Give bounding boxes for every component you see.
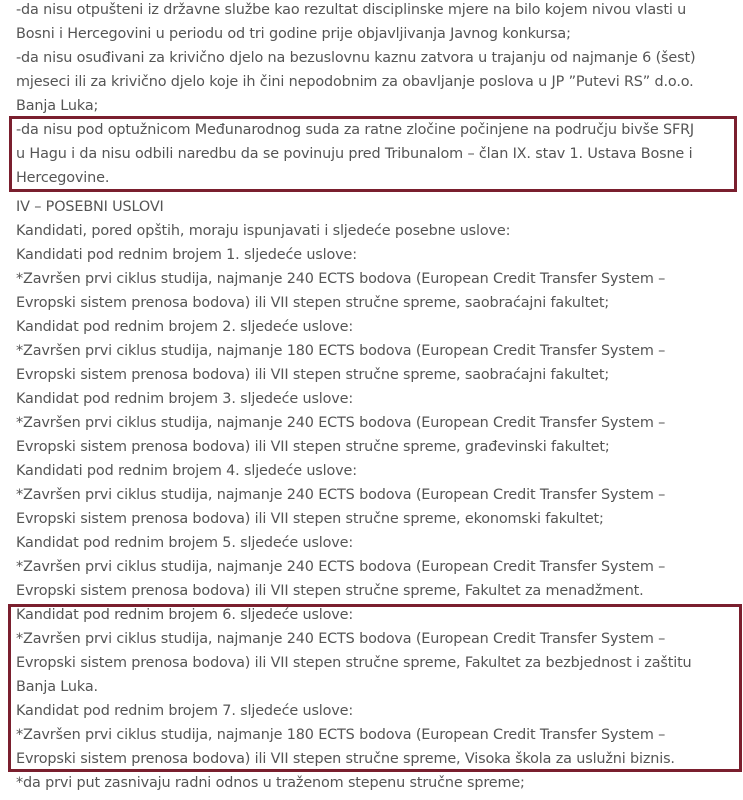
text-line: -da nisu osuđivani za krivično djelo na bezuslovnu kaznu zatvora u trajanju od najmanje 6 (šest) [16, 50, 696, 66]
text-line: -da nisu otpušteni iz državne službe kao rezultat disciplinske mjere na bilo kojem nivou vlasti u [16, 2, 687, 18]
text-line: Evropski sistem prenosa bodova) ili VII stepen stručne spreme, Fakultet za menadžment. [16, 583, 644, 599]
text-line: *Završen prvi ciklus studija, najmanje 240 ECTS bodova (European Credit Transfer System – [16, 487, 666, 503]
text-line: -da nisu pod optužnicom Međunarodnog suda za ratne zločine počinjene na području bivše SFRJ [16, 122, 695, 138]
text-line: u Hagu i da nisu odbili naredbu da se povinuju pred Tribunalom – član IX. stav 1. Ustava Bosne i [16, 146, 693, 162]
text-line: Evropski sistem prenosa bodova) ili VII stepen stručne spreme, saobraćajni fakultet; [16, 367, 610, 383]
text-line: Kandidat pod rednim brojem 5. sljedeće uslove: [16, 535, 354, 551]
text-line: *Završen prvi ciklus studija, najmanje 180 ECTS bodova (European Credit Transfer System – [16, 727, 666, 743]
text-line: *Završen prvi ciklus studija, najmanje 240 ECTS bodova (European Credit Transfer System – [16, 631, 666, 647]
text-line: Evropski sistem prenosa bodova) ili VII stepen stručne spreme, ekonomski fakultet; [16, 511, 604, 527]
text-line: Evropski sistem prenosa bodova) ili VII stepen stručne spreme, Visoka škola za uslužni biznis. [16, 751, 675, 767]
text-line: Evropski sistem prenosa bodova) ili VII stepen stručne spreme, saobraćajni fakultet; [16, 295, 610, 311]
text-line: Bosni i Hercegovini u periodu od tri godine prije objavljivanja Javnog konkursa; [16, 26, 571, 42]
text-line: Hercegovine. [16, 170, 110, 186]
text-line: *da prvi put zasnivaju radni odnos u traženom stepenu stručne spreme; [16, 775, 525, 791]
text-line: Evropski sistem prenosa bodova) ili VII stepen stručne spreme, građevinski fakultet; [16, 439, 610, 455]
text-line: Kandidat pod rednim brojem 3. sljedeće uslove: [16, 391, 354, 407]
text-line: *Završen prvi ciklus studija, najmanje 180 ECTS bodova (European Credit Transfer System – [16, 343, 666, 359]
text-line: *Završen prvi ciklus studija, najmanje 240 ECTS bodova (European Credit Transfer System – [16, 271, 666, 287]
text-line: Banja Luka. [16, 679, 98, 695]
text-line: Kandidat pod rednim brojem 7. sljedeće uslove: [16, 703, 354, 719]
text-line: mjeseci ili za krivično djelo koje ih čini nepodobnim za obavljanje poslova u JP ”Putevi RS” d.o.o. [16, 74, 694, 90]
text-line: *Završen prvi ciklus studija, najmanje 240 ECTS bodova (European Credit Transfer System – [16, 415, 666, 431]
text-line: Kandidati, pored opštih, moraju ispunjavati i sljedeće posebne uslove: [16, 223, 511, 239]
text-line: Evropski sistem prenosa bodova) ili VII stepen stručne spreme, Fakultet za bezbjednost i zaštitu [16, 655, 692, 671]
text-line: Kandidati pod rednim brojem 1. sljedeće uslove: [16, 247, 357, 263]
text-line: Kandidati pod rednim brojem 4. sljedeće uslove: [16, 463, 357, 479]
text-line: *Završen prvi ciklus studija, najmanje 240 ECTS bodova (European Credit Transfer System – [16, 559, 666, 575]
text-line: Kandidat pod rednim brojem 2. sljedeće uslove: [16, 319, 354, 335]
text-line: Kandidat pod rednim brojem 6. sljedeće uslove: [16, 607, 354, 623]
text-line: Banja Luka; [16, 98, 99, 114]
section-heading: IV – POSEBNI USLOVI [16, 199, 164, 215]
